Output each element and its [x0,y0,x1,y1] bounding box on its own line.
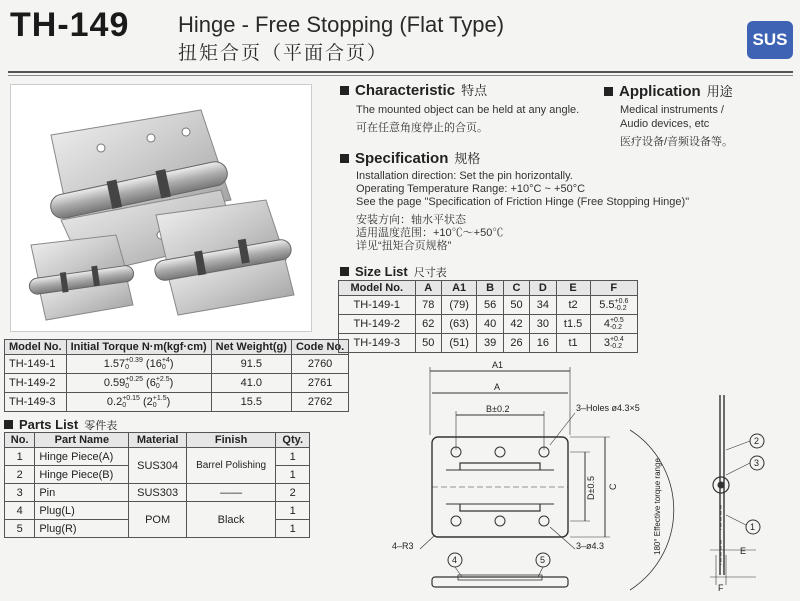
table-row [5,393,349,412]
cell-torque: 1.57+0.39 0 (16+4 0 ) [66,355,211,374]
product-title-cn: 扭矩合页（平面合页） [178,43,389,64]
bullet-square-icon [340,86,349,95]
bullet-square-icon [340,267,349,276]
medium-hinge [153,200,294,315]
cell-weight: 91.5 [211,355,291,374]
dim-b: B±0.2 [486,404,510,414]
col-no: No. [5,433,35,448]
callout-3: 3 [754,458,760,468]
cell-e: t2 [556,296,590,315]
cell-a1: (79) [441,296,476,315]
dim-a: A [494,382,501,392]
f-value: 5.5 [599,298,615,311]
cell-d: 30 [530,315,556,334]
cell-b: 40 [477,315,503,334]
tol-lower: 0 [125,383,130,390]
cell-f [590,334,637,353]
parts-list-title: Parts List [19,417,79,432]
tol-upper: +0.15 [122,395,140,402]
col-a1: A1 [441,281,476,296]
cell-finish: Barrel Polishing [186,448,276,484]
col-model-no: Model No. [5,340,67,355]
f-value: 3 [603,336,610,349]
cell-no: 2 [5,466,35,484]
size-list-heading [340,263,447,280]
bullet-square-icon [604,87,613,96]
cell-a: 78 [415,296,441,315]
cell-qty: 1 [276,520,310,538]
spec-line-cn-1: 安装方向：轴水平状态 [356,214,466,226]
cell-a: 62 [415,315,441,334]
size-list-title: Size List [355,264,408,279]
cell-no: 1 [5,448,35,466]
cell-e: t1 [556,334,590,353]
torque-tolerance [125,357,143,371]
cell-finish: —— [186,484,276,502]
cell-part-name: Plug(L) [35,502,129,520]
spec-line-1: Installation direction: Set the pin horizontally. [356,170,573,182]
bullet-square-icon [4,420,13,429]
cell-qty: 1 [276,502,310,520]
cell-qty: 1 [276,448,310,466]
col-code-no: Code No. [291,340,348,355]
cell-c: 50 [503,296,529,315]
cell-c: 42 [503,315,529,334]
dim-r3: 4–R3 [392,541,414,551]
cell-torque: 0.59+0.25 0 (6+2.5 0 ) [66,374,211,393]
table-row [339,296,638,315]
dim-hole2: 3–ø4.3 [576,541,605,551]
cell-d: 34 [530,296,556,315]
kgf-tolerance [162,357,170,371]
characteristic-text-cn: 可在任意角度停止的合页。 [356,122,488,134]
cell-model: TH-149-3 [339,334,416,353]
tol-upper: +0.39 [125,357,143,364]
torque-table [4,339,349,412]
col-material: Material [129,433,186,448]
cell-qty: 2 [276,484,310,502]
specification-heading [340,148,480,167]
dim-f: F [718,583,724,593]
cell-f [590,296,637,315]
tol-lower: -0.2 [609,343,622,350]
cell-part-name: Pin [35,484,129,502]
parts-table [4,432,310,538]
application-line-1: Medical instruments / [620,104,724,116]
table-row [5,355,349,374]
cell-model: TH-149-1 [5,355,67,374]
dim-e: E [740,546,747,556]
hinge-illustration [11,85,311,331]
cell-d: 16 [530,334,556,353]
tol-lower: 0 [152,402,157,409]
material-badge: SUS [747,21,793,59]
cell-material: SUS304 [129,448,186,484]
table-header-row [339,281,638,296]
cell-c: 26 [503,334,529,353]
tol-upper: +0.25 [125,376,143,383]
technical-drawing [380,355,800,601]
tol-lower: 0 [161,364,166,371]
cell-part-name: Hinge Piece(B) [35,466,129,484]
cell-qty: 1 [276,466,310,484]
cell-torque: 0.2+0.15 0 (2+1.5 0 ) [66,393,211,412]
cell-finish: Black [186,502,276,538]
kgf-value: 16 [149,357,162,370]
cell-code: 2762 [291,393,348,412]
application-line-cn: 医疗设备/音频设备等。 [620,136,734,148]
tol-lower: 0 [155,383,160,390]
col-qty: Qty. [276,433,310,448]
col-part-name: Part Name [35,433,129,448]
spec-line-cn-3: 详见“扭矩合页规格” [356,240,452,252]
kgf-tolerance [156,376,170,390]
col-f: F [590,281,637,296]
f-tolerance [610,317,624,331]
characteristic-text-en: The mounted object can be held at any angle. [356,104,580,116]
torque-range-label: 180° Effective torque range [653,458,662,555]
cell-a: 50 [415,334,441,353]
spec-line-3: See the page "Specification of Friction Hinge (Free Stopping Hinge)" [356,196,690,208]
f-value: 4 [603,317,610,330]
f-tolerance [610,336,624,350]
col-model-no: Model No. [339,281,416,296]
cell-e: t1.5 [556,315,590,334]
col-finish: Finish [186,433,276,448]
table-header-row [5,433,310,448]
cell-model: TH-149-2 [339,315,416,334]
size-list-title-cn: 尺寸表 [413,267,447,279]
size-table [338,280,638,353]
bullet-square-icon [340,154,349,163]
characteristic-heading [340,80,487,99]
col-e: E [556,281,590,296]
cell-b: 56 [477,296,503,315]
col-net-weight: Net Weight(g) [211,340,291,355]
callout-2: 2 [754,436,760,446]
tol-upper: +4 [161,357,170,364]
torque-tolerance [122,395,140,409]
callout-4: 4 [452,555,458,565]
col-c: C [503,281,529,296]
spec-line-cn-2: 适用温度范围：+10℃～+50℃ [356,227,504,239]
tol-upper: +2.5 [155,376,170,383]
parts-list-title-cn: 零件表 [84,420,118,432]
cell-weight: 15.5 [211,393,291,412]
characteristic-title: Characteristic [355,82,456,99]
application-heading [604,81,733,100]
application-line-2: Audio devices, etc [620,118,710,130]
tol-upper: +0.5 [609,317,624,324]
cell-no: 4 [5,502,35,520]
kgf-value: 2 [146,395,153,408]
cell-a1: (51) [441,334,476,353]
characteristic-title-cn: 特点 [461,83,488,98]
cell-no: 5 [5,520,35,538]
product-photo [10,84,312,332]
product-title-en: Hinge - Free Stopping (Flat Type) [178,12,505,37]
kgf-tolerance [153,395,167,409]
parts-list-heading [4,416,117,433]
specification-title: Specification [355,150,449,167]
cell-material: POM [129,502,186,538]
cell-no: 3 [5,484,35,502]
tol-upper: +0.6 [614,298,629,305]
torque-value: 0.2 [106,395,123,408]
model-number-title: TH-149 [10,6,130,44]
tol-lower: 0 [122,402,127,409]
spec-line-2: Operating Temperature Range: +10°C ~ +50°C [356,183,586,195]
torque-value: 0.59 [103,376,126,389]
cell-b: 39 [477,334,503,353]
tol-lower: -0.2 [609,324,622,331]
cell-model: TH-149-1 [339,296,416,315]
kgf-value: 6 [149,376,156,389]
cell-code: 2760 [291,355,348,374]
table-row [5,484,310,502]
dim-c: C [608,483,618,490]
col-initial-torque: Initial Torque N·m(kgf·cm) [66,340,211,355]
table-header-row [5,340,349,355]
col-a: A [415,281,441,296]
cell-a1: (63) [441,315,476,334]
specification-title-cn: 规格 [454,151,481,166]
table-row [5,502,310,520]
cell-part-name: Plug(R) [35,520,129,538]
cell-model: TH-149-3 [5,393,67,412]
f-tolerance [615,298,629,312]
cell-material: SUS303 [129,484,186,502]
cell-weight: 41.0 [211,374,291,393]
tol-lower: -0.2 [614,305,627,312]
application-title: Application [619,83,701,100]
table-row [339,334,638,353]
tol-lower: 0 [125,364,130,371]
cell-model: TH-149-2 [5,374,67,393]
col-b: B [477,281,503,296]
header-divider-thin [8,75,793,76]
torque-tolerance [125,376,143,390]
table-row [339,315,638,334]
torque-value: 1.57 [103,357,126,370]
dim-holes: 3–Holes ø4.3×5 [576,403,640,413]
application-title-cn: 用途 [706,84,733,99]
cell-code: 2761 [291,374,348,393]
table-row [5,448,310,466]
small-hinge [28,235,134,320]
dim-d: D±0.5 [586,476,596,500]
tol-upper: +1.5 [152,395,167,402]
dim-a1: A1 [492,360,504,370]
cell-f [590,315,637,334]
callout-1: 1 [750,522,756,532]
col-d: D [530,281,556,296]
tol-upper: +0.4 [609,336,624,343]
callout-5: 5 [540,555,546,565]
cell-part-name: Hinge Piece(A) [35,448,129,466]
table-row [5,374,349,393]
header-divider [8,71,793,73]
